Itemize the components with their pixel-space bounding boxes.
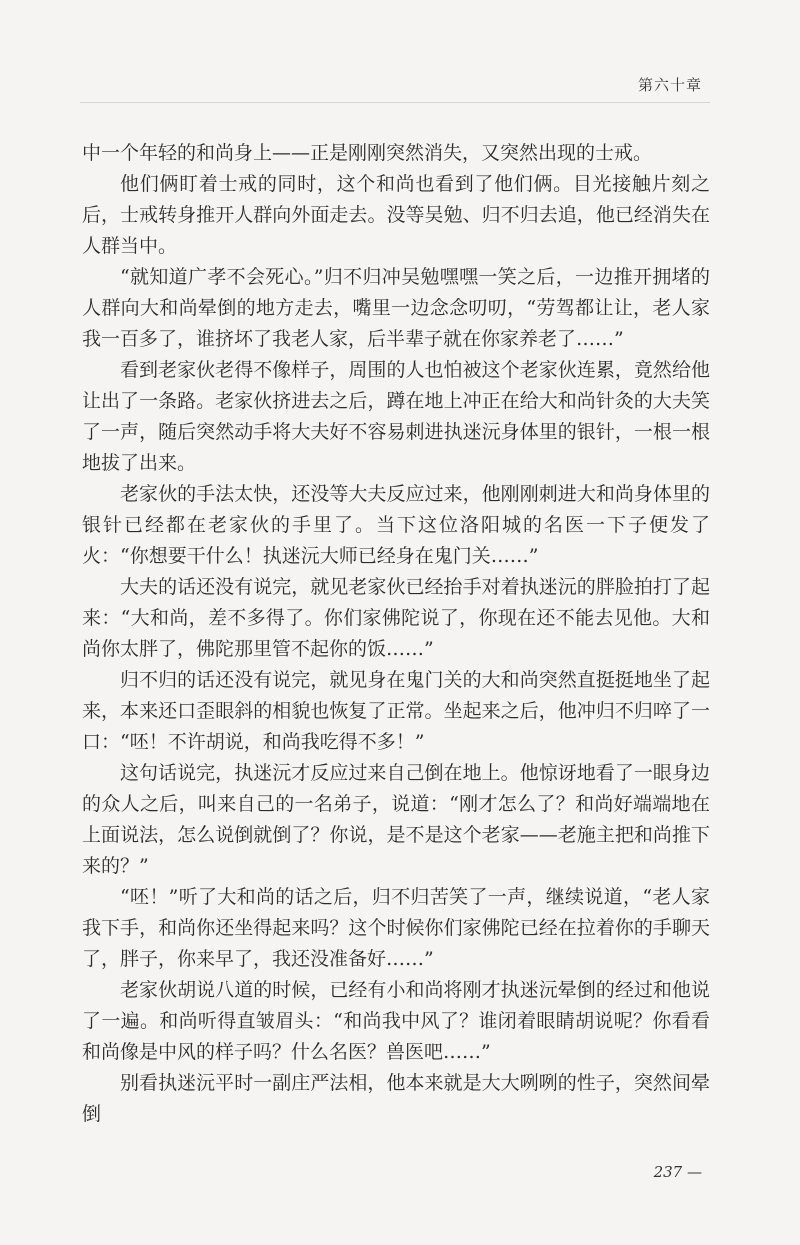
paragraph: 老家伙的手法太快，还没等大夫反应过来，他刚刚刺进大和尚身体里的银针已经都在老家伙的手里了。当下这位洛阳城的名医一下子便发了火：“你想要干什么！执迷沅大师已经身在鬼门关……”	[82, 483, 710, 567]
paragraph: “呸！”听了大和尚的话之后，归不归苦笑了一声，继续说道，“老人家我下手，和尚你还坐得起来吗？这个时候你们家佛陀已经在拉着你的手聊天了，胖子，你来早了，我还没准备好……”	[82, 886, 710, 970]
paragraph: “就知道广孝不会死心。”归不归冲吴勉嘿嘿一笑之后，一边推开拥堵的人群向大和尚晕倒的地方走去，嘴里一边念念叨叨，“劳驾都让让，老人家我一百多了，谁挤坏了我老人家，后半辈子就在你家养老了……”	[82, 266, 710, 350]
paragraph-continued: 中一个年轻的和尚身上——正是刚刚突然消失，又突然出现的士戒。	[82, 142, 653, 164]
paragraph: 归不归的话还没有说完，就见身在鬼门关的大和尚突然直挺挺地坐了起来，本来还口歪眼斜的相貌也恢复了正常。坐起来之后，他冲归不归啐了一口：“呸！不许胡说，和尚我吃得不多！”	[82, 669, 710, 753]
paragraph: 他们俩盯着士戒的同时，这个和尚也看到了他们俩。目光接触片刻之后，士戒转身推开人群向外面走去。没等吴勉、归不归去追，他已经消失在人群当中。	[82, 173, 710, 257]
header-divider	[80, 102, 710, 103]
paragraph: 别看执迷沅平时一副庄严法相，他本来就是大大咧咧的性子，突然间晕倒	[82, 1072, 710, 1125]
body-text	[82, 138, 710, 1130]
paragraph: 老家伙胡说八道的时候，已经有小和尚将刚才执迷沅晕倒的经过和他说了一遍。和尚听得直皱眉头：“和尚我中风了？谁闭着眼睛胡说呢？你看看和尚像是中风的样子吗？什么名医？兽医吧……”	[82, 979, 710, 1063]
paragraph: 这句话说完，执迷沅才反应过来自己倒在地上。他惊讶地看了一眼身边的众人之后，叫来自己的一名弟子，说道：“刚才怎么了？和尚好端端地在上面说法，怎么说倒就倒了？你说，是不是这个老家——老施主把和尚推下来的？”	[82, 762, 710, 877]
paragraph: 大夫的话还没有说完，就见老家伙已经抬手对着执迷沅的胖脸拍打了起来：“大和尚，差不多得了。你们家佛陀说了，你现在还不能去见他。大和尚你太胖了，佛陀那里管不起你的饭……”	[82, 576, 710, 660]
page-number: 237 —	[653, 1163, 702, 1181]
chapter-header: 第六十章	[637, 76, 702, 94]
paragraph: 看到老家伙老得不像样子，周围的人也怕被这个老家伙连累，竟然给他让出了一条路。老家伙挤进去之后，蹲在地上冲正在给大和尚针灸的大夫笑了一声，随后突然动手将大夫好不容易刺进执迷沅身体里的银针，一根一根地拔了出来。	[82, 359, 710, 474]
